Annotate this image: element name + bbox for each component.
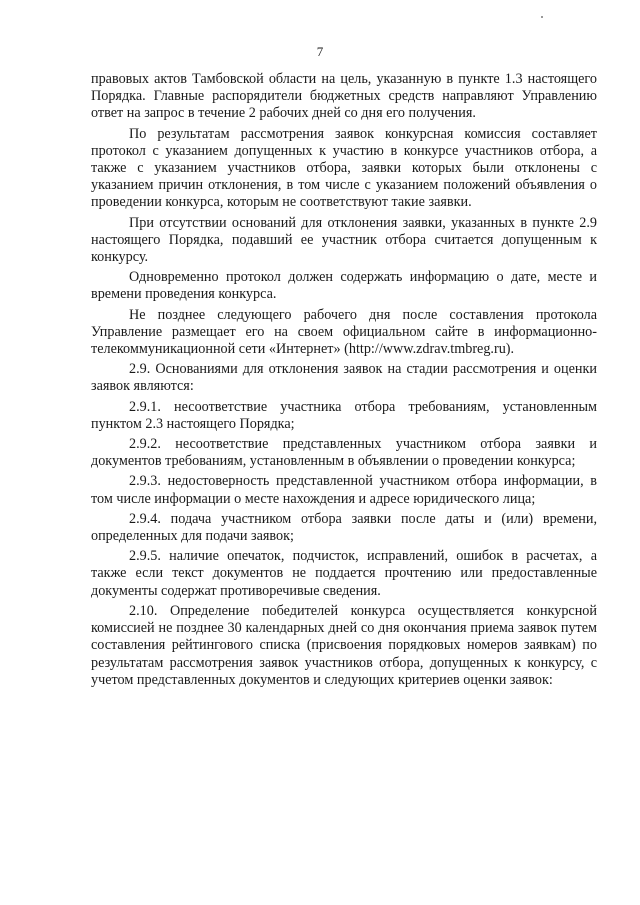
paragraph-2-9-4: 2.9.4. подача участником отбора заявки после даты и (или) времени, определенных для подачи заявок; (91, 510, 597, 545)
paragraph-2-9-1: 2.9.1. несоответствие участника отбора требованиям, установленным пунктом 2.3 настоящего Порядка; (91, 398, 597, 432)
paragraph-2-10: 2.10. Определение победителей конкурса осуществляется конкурсной комиссией не позднее 30 календарных дней со дня окончания приема заявок путем составления рейтингового списка (присвоения порядковых номеров заявкам) по результатам рассмотрения заявок участников отбора, допущенных к конкурсу, с учетом представленных документов и следующих критериев оценки заявок: (91, 602, 597, 688)
paragraph-2-9-2: 2.9.2. несоответствие представленных участником отбора заявки и документов требованиям, установленным в объявлении о проведении конкурса; (91, 436, 597, 470)
document-body (91, 71, 597, 692)
paragraph-continuation: правовых актов Тамбовской области на цель, указанную в пункте 1.3 настоящего Порядка. Главные распорядители бюджетных средств направляют Управлению ответ на запрос в течение 2 рабочих дней со дня его получения. (91, 71, 597, 122)
paragraph-2-9-5: 2.9.5. наличие опечаток, подчисток, исправлений, ошибок в расчетах, а также если текст документов не поддается прочтению или предоставленные документы содержат противоречивые сведения. (91, 548, 597, 599)
page-number: 7 (316, 44, 324, 59)
scan-artifact (541, 16, 543, 18)
paragraph-admission: При отсутствии оснований для отклонения заявки, указанных в пункте 2.9 настоящего Порядка, подавший ее участник отбора считается допущенным к конкурсу. (91, 214, 597, 266)
paragraph-2-9: 2.9. Основаниями для отклонения заявок на стадии рассмотрения и оценки заявок являются: (91, 361, 597, 395)
paragraph-protocol: По результатам рассмотрения заявок конкурсная комиссия составляет протокол с указанием допущенных к участию в конкурсе участников отбора, а также с указанием участников отбора, заявки которых были отклонены с указанием причин отклонения, в том числе с указанием положений объявления о проведении конкурса, которым не соответствуют такие заявки. (91, 125, 597, 211)
paragraph-protocol-info: Одновременно протокол должен содержать информацию о дате, месте и времени проведения конкурса. (91, 269, 597, 303)
paragraph-2-9-3: 2.9.3. недостоверность представленной участником отбора информации, в том числе информации о месте нахождения и адресе юридического лица; (91, 473, 597, 507)
paragraph-publication: Не позднее следующего рабочего дня после составления протокола Управление размещает его на своем официальном сайте в информационно-телекоммуникационной сети «Интернет» (http://www.zdrav.tmbreg.ru). (91, 306, 597, 358)
